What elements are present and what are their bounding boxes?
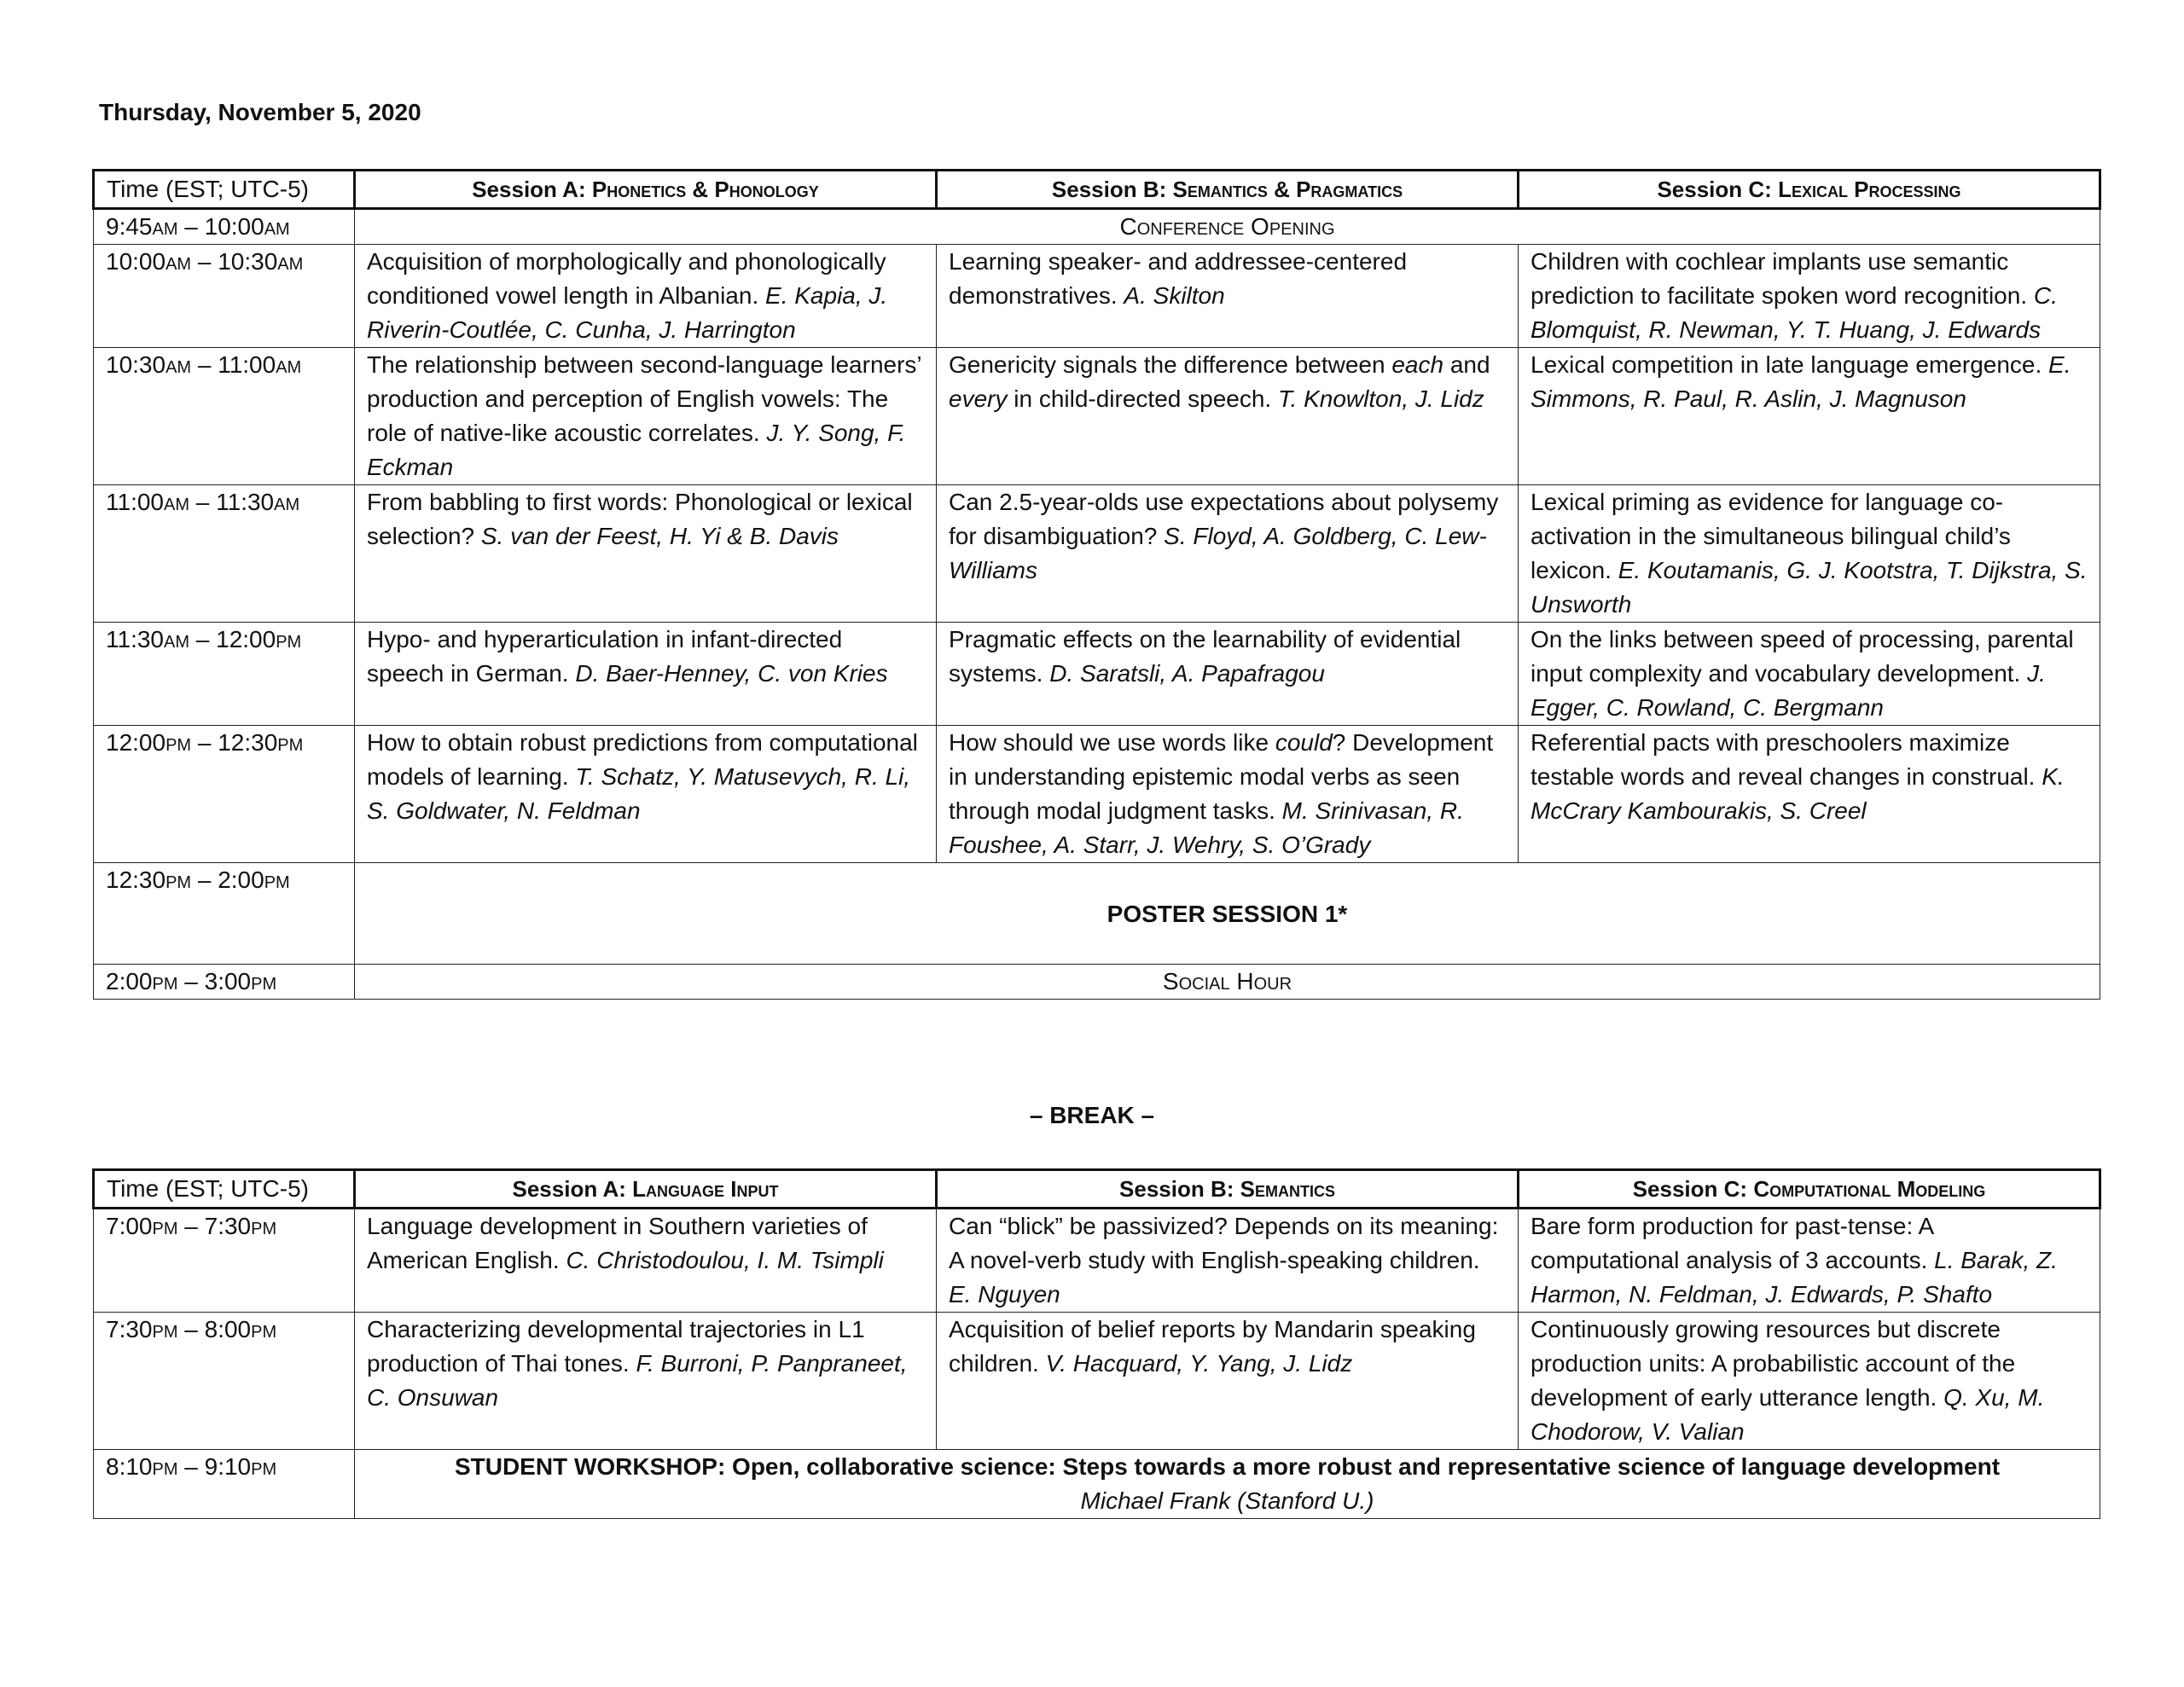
session-c-title: Computational Modeling: [1753, 1176, 1986, 1202]
table-row-social: [94, 965, 2100, 1000]
session-a-prefix: Session A:: [512, 1176, 626, 1202]
session-b-title: Semantics & Pragmatics: [1172, 177, 1403, 202]
workshop-presenter: Michael Frank (Stanford U.): [1080, 1487, 1374, 1514]
talk-authors: L. Barak, Z. Harmon, N. Feldman, J. Edwards, P. Shafto: [1531, 1247, 2058, 1307]
talk-cell-session-a: [355, 623, 937, 726]
table-row-poster: [94, 863, 2100, 965]
session-c-title: Lexical Processing: [1778, 177, 1961, 202]
talk-title: Learning speaker- and addressee-centered demonstratives.: [949, 248, 1408, 309]
talk-cell-session-a: [355, 245, 937, 348]
page-date-heading: Thursday, November 5, 2020: [99, 99, 421, 125]
talk-title: Can “blick” be passivized? Depends on its meaning: A novel-verb study with English-speaking children.: [949, 1213, 1499, 1273]
student-workshop-cell: [355, 1450, 2100, 1519]
poster-session-cell: [355, 863, 2100, 965]
talk-title-emphasis: every: [949, 386, 1008, 412]
schedule-table-morning: [92, 169, 2101, 1000]
header-session-a: [355, 1170, 937, 1209]
talk-title: Language development in Southern varieties of American English.: [367, 1213, 868, 1273]
talk-authors: C. Christodoulou, I. M. Tsimpli: [566, 1247, 884, 1273]
talk-title: Acquisition of belief reports by Mandarin speaking children.: [949, 1316, 1476, 1377]
talk-title-emphasis: each: [1391, 351, 1444, 378]
talk-cell-session-c: [1519, 1313, 2100, 1450]
talk-cell-session-a: [355, 348, 937, 485]
talk-authors: T. Knowlton, J. Lidz: [1277, 386, 1484, 412]
talk-authors: Q. Xu, M. Chodorow, V. Valian: [1531, 1384, 2045, 1445]
talk-title: How to obtain robust predictions from computational models of learning.: [367, 729, 918, 790]
table-row: [94, 485, 2100, 623]
talk-title: Continuously growing resources but discrete production units: A probabilistic account of the development of early utterance length.: [1531, 1316, 2016, 1411]
talk-authors: J. Egger, C. Rowland, C. Bergmann: [1531, 660, 2046, 721]
talk-title: Lexical competition in late language emergence.: [1531, 351, 2042, 378]
talk-authors: S. van der Feest, H. Yi & B. Davis: [480, 523, 839, 549]
talk-authors: K. McCrary Kambourakis, S. Creel: [1531, 763, 2065, 824]
time-cell: 12:00pm – 12:30pm: [94, 726, 355, 863]
talk-title: On the links between speed of processing, parental input complexity and vocabulary development.: [1531, 626, 2074, 687]
session-a-title: Phonetics & Phonology: [591, 177, 819, 202]
talk-title-part: in child-directed speech.: [1014, 386, 1272, 412]
talk-title: The relationship between second-language learners’ production and perception of English vowels: The role of native-like acoustic correlates.: [367, 351, 921, 446]
time-cell: 7:30pm – 8:00pm: [94, 1313, 355, 1450]
talk-cell-session-c: [1519, 726, 2100, 863]
time-cell: 8:10pm – 9:10pm: [94, 1450, 355, 1519]
header-time: Time (EST; UTC-5): [94, 171, 355, 209]
table-row-opening: [94, 209, 2100, 245]
talk-title: Children with cochlear implants use semantic prediction to facilitate spoken word recognition.: [1531, 248, 2028, 309]
time-cell: 7:00pm – 7:30pm: [94, 1209, 355, 1313]
talk-cell-session-c: [1519, 348, 2100, 485]
talk-authors: D. Saratsli, A. Papafragou: [1049, 660, 1325, 687]
session-b-title: Semantics: [1240, 1176, 1335, 1202]
talk-cell-session-c: [1519, 1209, 2100, 1313]
talk-title-part: and: [1449, 351, 1490, 378]
talk-cell-session-a: [355, 485, 937, 623]
talk-title: Bare form production for past-tense: A computational analysis of 3 accounts.: [1531, 1213, 1933, 1273]
talk-cell-session-c: [1519, 623, 2100, 726]
poster-session-label: POSTER SESSION 1*: [1107, 901, 1348, 927]
talk-authors: F. Burroni, P. Panpraneet, C. Onsuwan: [367, 1350, 908, 1411]
talk-authors: M. Srinivasan, R. Foushee, A. Starr, J. Wehry, S. O’Grady: [949, 797, 1464, 858]
schedule-table-evening: [92, 1168, 2101, 1519]
table-row: [94, 623, 2100, 726]
talk-title: From babbling to first words: Phonological or lexical selection?: [367, 489, 913, 549]
time-cell: 9:45am – 10:00am: [94, 209, 355, 245]
break-label: – BREAK –: [1029, 1102, 1155, 1128]
session-c-prefix: Session C:: [1657, 177, 1772, 202]
talk-cell-session-a: [355, 1313, 937, 1450]
time-cell: 11:30am – 12:00pm: [94, 623, 355, 726]
table-row: [94, 348, 2100, 485]
session-a-title: Language Input: [632, 1176, 779, 1202]
talk-title: Can 2.5-year-olds use expectations about polysemy for disambiguation?: [949, 489, 1499, 549]
table-row-workshop: [94, 1450, 2100, 1519]
talk-cell-session-b: [937, 1209, 1519, 1313]
table-row: [94, 726, 2100, 863]
header-session-c: [1519, 171, 2100, 209]
time-cell: 10:00am – 10:30am: [94, 245, 355, 348]
table-header-row: [94, 1170, 2100, 1209]
talk-authors: S. Floyd, A. Goldberg, C. Lew-Williams: [949, 523, 1487, 583]
session-c-prefix: Session C:: [1632, 1176, 1748, 1202]
talk-title: Characterizing developmental trajectories in L1 production of Thai tones.: [367, 1316, 865, 1377]
header-session-b: [937, 1170, 1519, 1209]
talk-cell-session-c: [1519, 245, 2100, 348]
talk-cell-session-b: [937, 1313, 1519, 1450]
talk-cell-session-a: [355, 1209, 937, 1313]
talk-authors: A. Skilton: [1124, 282, 1225, 309]
talk-title: Hypo- and hyperarticulation in infant-directed speech in German.: [367, 626, 843, 687]
talk-cell-session-a: [355, 726, 937, 863]
talk-title: Referential pacts with preschoolers maximize testable words and reveal changes in construal.: [1531, 729, 2036, 790]
talk-cell-session-b: [937, 348, 1519, 485]
talk-title: Acquisition of morphologically and phonologically conditioned vowel length in Albanian.: [367, 248, 886, 309]
social-hour-cell: Social Hour: [355, 965, 2100, 1000]
talk-title-part: ? Development in understanding epistemic modal verbs as seen through modal judgment tasks.: [949, 729, 1494, 824]
session-a-prefix: Session A:: [472, 177, 586, 202]
talk-cell-session-b: [937, 623, 1519, 726]
workshop-title: STUDENT WORKSHOP: Open, collaborative science: Steps towards a more robust and representative science of language development: [454, 1453, 2001, 1480]
talk-authors: E. Kapia, J. Riverin-Coutlée, C. Cunha, J. Harrington: [367, 282, 888, 343]
header-session-c: [1519, 1170, 2100, 1209]
time-cell: 11:00am – 11:30am: [94, 485, 355, 623]
talk-authors: J. Y. Song, F. Eckman: [367, 420, 906, 480]
talk-authors: E. Koutamanis, G. J. Kootstra, T. Dijkstra, S. Unsworth: [1531, 557, 2088, 617]
talk-title-emphasis: could: [1275, 729, 1333, 756]
talk-cell-session-b: [937, 245, 1519, 348]
header-session-a: [355, 171, 937, 209]
talk-title-part: Genericity signals the difference between: [949, 351, 1385, 378]
talk-authors: E. Simmons, R. Paul, R. Aslin, J. Magnuson: [1531, 351, 2071, 412]
talk-authors: C. Blomquist, R. Newman, Y. T. Huang, J. Edwards: [1531, 282, 2058, 343]
conference-opening-cell: Conference Opening: [355, 209, 2100, 245]
talk-authors: D. Baer-Henney, C. von Kries: [575, 660, 888, 687]
talk-title: Pragmatic effects on the learnability of evidential systems.: [949, 626, 1461, 687]
talk-cell-session-c: [1519, 485, 2100, 623]
session-b-prefix: Session B:: [1051, 177, 1167, 202]
table-header-row: [94, 171, 2100, 209]
talk-title-part: How should we use words like: [949, 729, 1269, 756]
time-cell: 12:30pm – 2:00pm: [94, 863, 355, 965]
table-row: [94, 1209, 2100, 1313]
table-row: [94, 245, 2100, 348]
talk-cell-session-b: [937, 485, 1519, 623]
talk-authors: E. Nguyen: [949, 1281, 1060, 1307]
time-cell: 10:30am – 11:00am: [94, 348, 355, 485]
session-b-prefix: Session B:: [1119, 1176, 1234, 1202]
talk-title: Lexical priming as evidence for language co-activation in the simultaneous bilingual child’s lexicon.: [1531, 489, 2011, 583]
talk-cell-session-b: [937, 726, 1519, 863]
header-time: Time (EST; UTC-5): [94, 1170, 355, 1209]
table-row: [94, 1313, 2100, 1450]
time-cell: 2:00pm – 3:00pm: [94, 965, 355, 1000]
talk-authors: V. Hacquard, Y. Yang, J. Lidz: [1045, 1350, 1353, 1377]
talk-authors: T. Schatz, Y. Matusevych, R. Li, S. Goldwater, N. Feldman: [367, 763, 911, 824]
header-session-b: [937, 171, 1519, 209]
